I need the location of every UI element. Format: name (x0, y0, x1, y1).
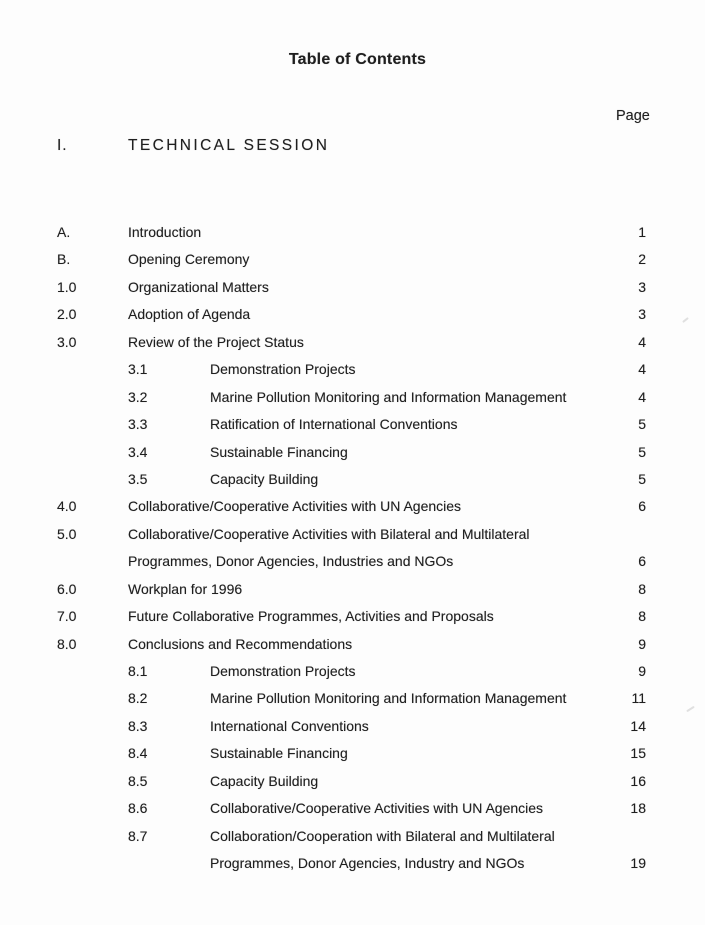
toc-entry-number: 8.7 (128, 827, 148, 844)
toc-entry-title: Organizational Matters (128, 278, 269, 295)
toc-row (0, 274, 705, 301)
toc-row (0, 219, 705, 246)
toc-entry-page: 3 (638, 306, 646, 323)
toc-entry-page: 1 (638, 224, 646, 240)
toc-entry-page: 6 (638, 553, 646, 570)
toc-entry-page: 16 (630, 772, 646, 789)
toc-entry-title: Demonstration Projects (210, 361, 356, 378)
toc-entry-title: Future Collaborative Programmes, Activities and Proposals (128, 608, 494, 625)
toc-entry-page: 4 (638, 361, 646, 378)
toc-row (0, 850, 705, 877)
toc-entry-page: 5 (638, 416, 646, 433)
toc-row (0, 603, 705, 630)
section-title: TECHNICAL SESSION (128, 137, 330, 154)
toc-row (0, 356, 705, 383)
toc-row (0, 631, 705, 658)
toc-entry-title: Collaborative/Cooperative Activities with Bilateral and Multilateral (128, 525, 530, 542)
toc-row (0, 301, 705, 328)
toc-entry-title: Sustainable Financing (210, 745, 348, 762)
toc-row (0, 384, 705, 411)
toc-entry-number: 1.0 (57, 278, 77, 295)
toc-entry-number: 8.6 (128, 800, 148, 817)
toc-entry-title: Ratification of International Conventions (210, 416, 458, 433)
toc-row (0, 466, 705, 493)
toc-entry-number: 8.2 (128, 690, 148, 707)
toc-entry-title: Collaborative/Cooperative Activities with UN Agencies (210, 800, 544, 817)
toc-entry-number: 3.4 (128, 443, 148, 460)
toc-entry-number: 3.0 (57, 333, 77, 350)
toc-entry-number: A. (57, 224, 71, 240)
toc-entry-number: 3.3 (128, 416, 148, 433)
toc-entry-title: Workplan for 1996 (128, 580, 243, 597)
toc-entry-page: 8 (638, 608, 646, 625)
toc-entry-page: 18 (630, 800, 646, 817)
toc-entry-page: 9 (638, 663, 646, 679)
toc-row (0, 329, 705, 356)
toc-entry-title: Collaborative/Cooperative Activities with UN Agencies (128, 498, 462, 515)
toc-entry-title: Capacity Building (210, 470, 319, 487)
toc-entry-page: 3 (638, 278, 646, 295)
toc-entry-title: Programmes, Donor Agencies, Industry and NGOs (210, 855, 525, 872)
toc-entry-title: Collaboration/Cooperation with Bilateral and Multilateral (210, 827, 555, 844)
toc-entry-number: 8.4 (128, 745, 148, 762)
toc-entry-number: 6.0 (57, 580, 77, 597)
toc-entry-page: 11 (631, 690, 646, 707)
toc-entry-page: 6 (638, 498, 646, 515)
toc-row (0, 493, 705, 520)
toc-entry-number: 2.0 (57, 306, 77, 323)
toc-entry-number: 8.0 (57, 635, 77, 652)
toc-entry-title: Sustainable Financing (210, 443, 348, 460)
section-number: I. (57, 137, 68, 154)
toc-entry-page: 5 (638, 443, 646, 460)
section-heading (0, 137, 705, 157)
toc-row (0, 439, 705, 466)
toc-entry-number: 3.2 (128, 388, 148, 405)
toc-row (0, 795, 705, 822)
toc-row (0, 713, 705, 740)
toc-entry-page: 15 (630, 745, 646, 762)
toc-entry-page: 9 (638, 635, 646, 652)
toc-entry-number: 4.0 (57, 498, 77, 515)
toc-row (0, 685, 705, 712)
toc-entry-number: 3.1 (128, 361, 148, 378)
page-title: Table of Contents (288, 51, 427, 68)
page-column-header: Page (616, 108, 650, 124)
toc-entry-number: 8.3 (128, 717, 148, 734)
toc-row (0, 740, 705, 767)
toc-entry-number: 8.1 (128, 663, 148, 679)
toc-entry-number: 8.5 (128, 772, 148, 789)
toc-entry-title: Opening Ceremony (128, 251, 250, 268)
toc-entry-title: Introduction (128, 224, 202, 240)
toc-entry-title: Marine Pollution Monitoring and Information Management (210, 388, 567, 405)
toc-row (0, 823, 705, 850)
toc-entry-title: Review of the Project Status (128, 333, 304, 350)
toc-entry-title: Programmes, Donor Agencies, Industries and NGOs (128, 553, 454, 570)
toc-entry-page: 2 (638, 251, 646, 268)
toc-entry-page: 5 (638, 470, 646, 487)
toc-entry-title: Adoption of Agenda (128, 306, 251, 323)
toc-entry-page: 8 (638, 580, 646, 597)
toc-entry-title: Demonstration Projects (210, 663, 356, 679)
toc-row (0, 658, 705, 685)
toc-entry-page: 19 (630, 855, 646, 872)
toc-row (0, 246, 705, 273)
toc-row (0, 768, 705, 795)
toc-entry-page: 4 (638, 333, 646, 350)
toc-row (0, 521, 705, 548)
toc-row (0, 548, 705, 575)
toc-entry-title: Conclusions and Recommendations (128, 635, 353, 652)
toc-entry-title: International Conventions (210, 717, 369, 734)
toc-entry-number: B. (57, 251, 71, 268)
toc-entry-page: 14 (630, 717, 646, 734)
toc-entry-number: 3.5 (128, 470, 148, 487)
toc-entry-page: 4 (638, 388, 646, 405)
toc-entry-title: Capacity Building (210, 772, 319, 789)
toc-list (0, 219, 705, 878)
toc-row (0, 411, 705, 438)
toc-row (0, 576, 705, 603)
toc-entry-number: 5.0 (57, 525, 77, 542)
toc-entry-number: 7.0 (57, 608, 77, 625)
toc-entry-title: Marine Pollution Monitoring and Information Management (210, 690, 567, 707)
